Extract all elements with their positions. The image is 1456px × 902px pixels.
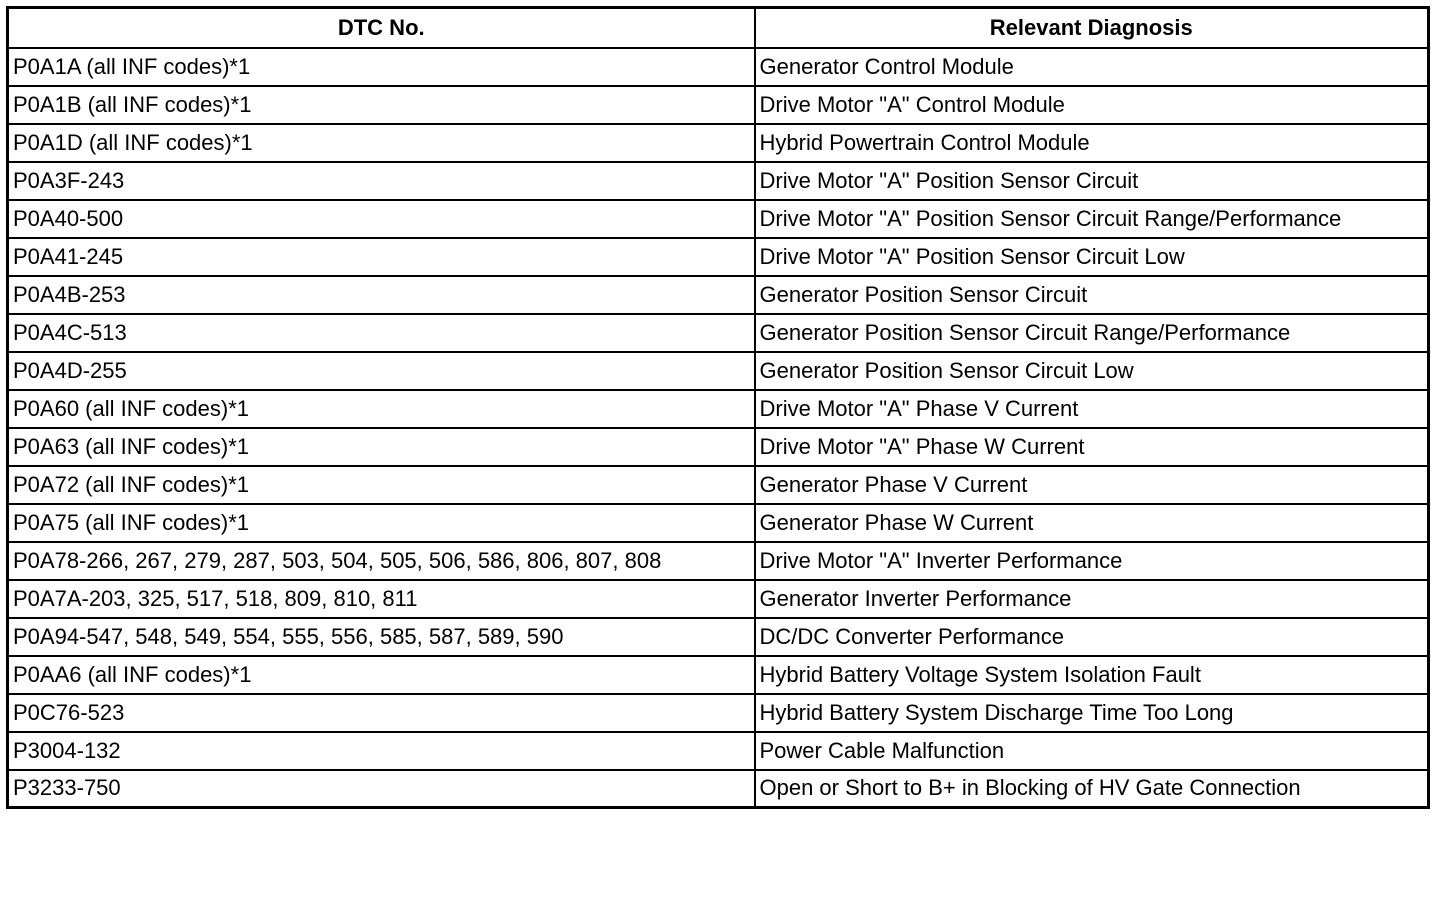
diagnosis-cell: Generator Inverter Performance	[755, 580, 1429, 618]
table-row	[8, 504, 1429, 542]
table-row	[8, 314, 1429, 352]
table-row	[8, 48, 1429, 86]
diagnosis-cell: Drive Motor "A" Phase W Current	[755, 428, 1429, 466]
dtc-code-cell: P0A78-266, 267, 279, 287, 503, 504, 505, 506, 586, 806, 807, 808	[8, 542, 755, 580]
diagnosis-cell: Hybrid Battery System Discharge Time Too Long	[755, 694, 1429, 732]
diagnosis-cell: Drive Motor "A" Position Sensor Circuit	[755, 162, 1429, 200]
table-row	[8, 86, 1429, 124]
diagnosis-cell: Power Cable Malfunction	[755, 732, 1429, 770]
diagnosis-cell: Generator Position Sensor Circuit Range/Performance	[755, 314, 1429, 352]
dtc-code-cell: P3004-132	[8, 732, 755, 770]
table-row	[8, 352, 1429, 390]
dtc-code-cell: P0A60 (all INF codes)*1	[8, 390, 755, 428]
table-row	[8, 618, 1429, 656]
diagnosis-cell: Generator Position Sensor Circuit Low	[755, 352, 1429, 390]
diagnosis-cell: Drive Motor "A" Position Sensor Circuit Low	[755, 238, 1429, 276]
dtc-code-cell: P0A3F-243	[8, 162, 755, 200]
dtc-code-cell: P0A75 (all INF codes)*1	[8, 504, 755, 542]
dtc-code-cell: P0A7A-203, 325, 517, 518, 809, 810, 811	[8, 580, 755, 618]
table-row	[8, 732, 1429, 770]
dtc-code-cell: P3233-750	[8, 770, 755, 808]
table-row	[8, 428, 1429, 466]
dtc-code-cell: P0A1B (all INF codes)*1	[8, 86, 755, 124]
dtc-code-cell: P0A40-500	[8, 200, 755, 238]
diagnosis-cell: Open or Short to B+ in Blocking of HV Gate Connection	[755, 770, 1429, 808]
dtc-code-cell: P0A41-245	[8, 238, 755, 276]
dtc-code-cell: P0A63 (all INF codes)*1	[8, 428, 755, 466]
diagnosis-cell: Hybrid Battery Voltage System Isolation Fault	[755, 656, 1429, 694]
table-row	[8, 580, 1429, 618]
table-row	[8, 656, 1429, 694]
table-body	[8, 48, 1429, 808]
diagnosis-cell: Generator Phase V Current	[755, 466, 1429, 504]
dtc-table	[6, 6, 1430, 809]
table-row	[8, 276, 1429, 314]
diagnosis-cell: Generator Control Module	[755, 48, 1429, 86]
table-row	[8, 200, 1429, 238]
diagnosis-cell: Generator Position Sensor Circuit	[755, 276, 1429, 314]
diagnosis-cell: DC/DC Converter Performance	[755, 618, 1429, 656]
dtc-code-cell: P0A1D (all INF codes)*1	[8, 124, 755, 162]
table-row	[8, 694, 1429, 732]
diagnosis-cell: Drive Motor "A" Phase V Current	[755, 390, 1429, 428]
diagnosis-cell: Hybrid Powertrain Control Module	[755, 124, 1429, 162]
header-row	[8, 8, 1429, 48]
diagnosis-cell: Drive Motor "A" Control Module	[755, 86, 1429, 124]
diagnosis-cell: Generator Phase W Current	[755, 504, 1429, 542]
header-dtc-no: DTC No.	[8, 8, 755, 48]
dtc-code-cell: P0A72 (all INF codes)*1	[8, 466, 755, 504]
table-row	[8, 390, 1429, 428]
table-row	[8, 542, 1429, 580]
dtc-code-cell: P0C76-523	[8, 694, 755, 732]
dtc-code-cell: P0AA6 (all INF codes)*1	[8, 656, 755, 694]
dtc-code-cell: P0A4C-513	[8, 314, 755, 352]
header-relevant-diagnosis: Relevant Diagnosis	[755, 8, 1429, 48]
table-row	[8, 124, 1429, 162]
dtc-code-cell: P0A1A (all INF codes)*1	[8, 48, 755, 86]
diagnosis-cell: Drive Motor "A" Inverter Performance	[755, 542, 1429, 580]
diagnosis-cell: Drive Motor "A" Position Sensor Circuit Range/Performance	[755, 200, 1429, 238]
table-row	[8, 162, 1429, 200]
table-row	[8, 238, 1429, 276]
dtc-code-cell: P0A4D-255	[8, 352, 755, 390]
dtc-code-cell: P0A94-547, 548, 549, 554, 555, 556, 585, 587, 589, 590	[8, 618, 755, 656]
table-header	[8, 8, 1429, 48]
dtc-code-cell: P0A4B-253	[8, 276, 755, 314]
table-row	[8, 770, 1429, 808]
table-row	[8, 466, 1429, 504]
